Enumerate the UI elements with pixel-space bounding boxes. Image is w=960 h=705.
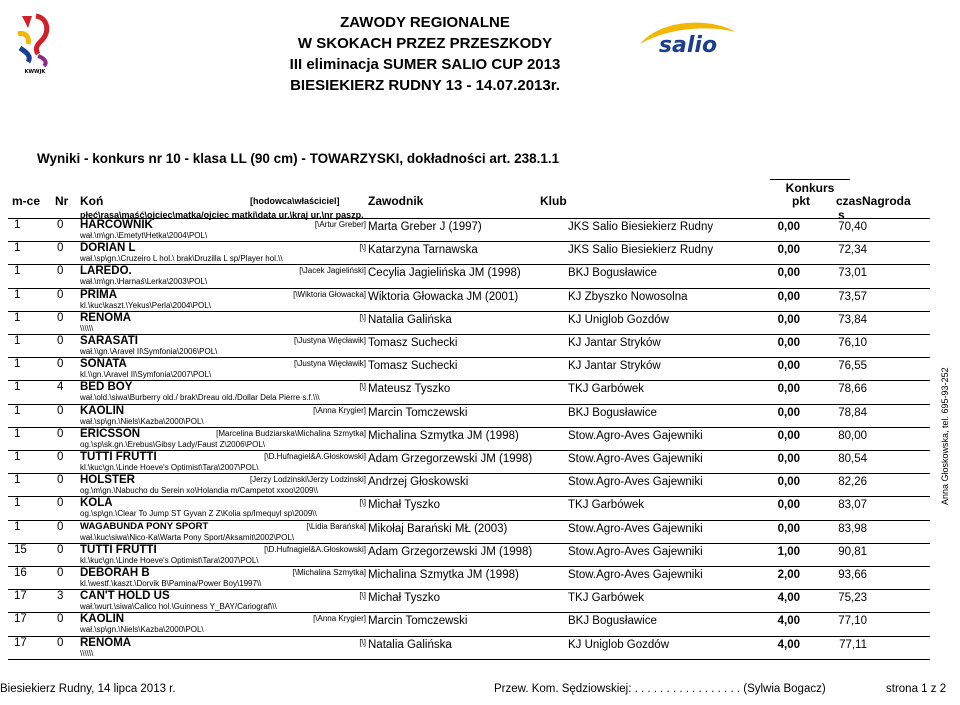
rider-name: Michał Tyszko bbox=[368, 499, 441, 512]
horse-details: wał.\old.\siwa\Burberry old./ brak\Dreau old./Dollar Dela Pierre s.f.\\\ bbox=[80, 393, 320, 403]
owner-name: [\Anna Krygier] bbox=[313, 614, 366, 624]
owner-name: [\] bbox=[359, 312, 366, 322]
points-cell: 0,00 bbox=[777, 244, 800, 257]
points-cell: 0,00 bbox=[777, 221, 800, 233]
owner-cell bbox=[200, 474, 366, 486]
points-cell: 0,00 bbox=[777, 429, 800, 442]
owner-name: [\Wiktoria Głowacka] bbox=[293, 289, 366, 299]
owner-name: [\Anna Krygier] bbox=[313, 405, 366, 415]
owner-cell bbox=[200, 451, 366, 463]
place-cell: 1 bbox=[14, 219, 21, 231]
club-name: Stow.Agro-Aves Gajewniki bbox=[568, 522, 703, 535]
rider-name: Michał Tyszko bbox=[368, 592, 441, 605]
horse-name: BED BOY bbox=[80, 381, 133, 394]
header-line-3: III eliminacja SUMER SALIO CUP 2013 bbox=[289, 56, 561, 73]
club-name: BKJ Bogusławice bbox=[568, 406, 657, 419]
rider-name: Tomasz Suchecki bbox=[368, 360, 458, 373]
club-name: KJ Zbyszko Nowosolna bbox=[568, 290, 688, 303]
rider-name: Michalina Szmytka JM (1998) bbox=[368, 429, 519, 442]
table-row bbox=[0, 312, 930, 336]
table-row bbox=[0, 265, 930, 289]
points-cell: 0,00 bbox=[777, 476, 800, 489]
table-row bbox=[0, 521, 930, 545]
club-name: JKS Salio Biesiekierz Rudny bbox=[568, 221, 714, 233]
points-cell: 0,00 bbox=[777, 267, 800, 280]
points-cell: 2,00 bbox=[777, 569, 800, 581]
owner-name: [Marcelina Budziarska\Michalina Szmytka] bbox=[216, 428, 366, 438]
footer-left: Biesiekierz Rudny, 14 lipca 2013 r. bbox=[0, 683, 176, 695]
owner-cell bbox=[200, 335, 366, 347]
rider-name: Natalia Galińska bbox=[368, 313, 452, 326]
table-row bbox=[0, 613, 930, 637]
owner-name: [\Michalina Szmytka] bbox=[292, 568, 366, 577]
owner-cell bbox=[200, 358, 366, 370]
owner-cell bbox=[200, 567, 366, 579]
place-cell: 17 bbox=[14, 636, 27, 649]
horse-name: TUTTI FRUTTI bbox=[80, 451, 157, 463]
place-cell: 1 bbox=[14, 311, 21, 324]
table-row bbox=[0, 405, 930, 429]
owner-name: [\Justyna Więcławik] bbox=[293, 336, 366, 345]
salio-logo bbox=[632, 14, 742, 58]
rider-name: Adam Grzegorzewski JM (1998) bbox=[368, 453, 533, 465]
club-name: Stow.Agro-Aves Gajewniki bbox=[568, 545, 703, 558]
horse-details: wał.\m\gn.\Emetyt\Hetka\2004\POL\ bbox=[80, 231, 208, 240]
horse-details: wał.\sp\gn.\Niels\Kazba\2000\POL\ bbox=[80, 416, 204, 426]
place-cell: 15 bbox=[14, 543, 27, 556]
time-cell: 75,23 bbox=[838, 592, 867, 605]
time-cell: 73,01 bbox=[838, 267, 867, 280]
club-name: KJ Uniglob Gozdów bbox=[568, 638, 669, 651]
horse-details: wał.\sp\gn.\Cruzeiro L hol.\ brak\Druzilla L sp/Player hol.\\ bbox=[80, 254, 283, 264]
horse-name: SONATA bbox=[80, 358, 127, 371]
time-cell: 83,98 bbox=[838, 522, 867, 535]
horse-name: HOLSTER bbox=[80, 474, 135, 487]
club-name: Stow.Agro-Aves Gajewniki bbox=[568, 453, 703, 465]
time-cell: 70,40 bbox=[838, 221, 867, 233]
competition-subtitle: Wyniki - konkurs nr 10 - klasa LL (90 cm) - TOWARZYSKI, dokładności art. 238.1.1 bbox=[37, 151, 560, 166]
col-rider: Zawodnik bbox=[368, 194, 424, 208]
nr-cell: 0 bbox=[57, 543, 64, 556]
table-row bbox=[0, 242, 930, 266]
owner-name: [\D.Hufnagiel&A.Głoskowski] bbox=[264, 544, 366, 554]
horse-name: WAGABUNDA PONY SPORT bbox=[80, 520, 209, 532]
table-row bbox=[0, 428, 930, 452]
time-cell: 73,84 bbox=[838, 313, 867, 326]
table-row bbox=[0, 544, 930, 568]
time-cell: 82,26 bbox=[838, 476, 867, 489]
table-row bbox=[0, 358, 930, 382]
points-cell: 4,00 bbox=[777, 638, 800, 651]
owner-cell bbox=[200, 590, 366, 602]
owner-name: [\D.Hufnagiel&A.Głoskowski] bbox=[264, 452, 366, 461]
header-line-2: W SKOKACH PRZEZ PRZESZKODY bbox=[297, 35, 553, 52]
time-cell: 90,81 bbox=[838, 545, 867, 558]
points-cell: 0,00 bbox=[777, 313, 800, 326]
owner-name: [Jerzy Lodzinski\Jerzy Lodzinski] bbox=[249, 475, 366, 485]
owner-cell bbox=[200, 289, 366, 301]
points-cell: 4,00 bbox=[777, 592, 800, 605]
table-row bbox=[0, 567, 930, 591]
owner-name: [\Artur Greber] bbox=[314, 220, 366, 229]
nr-cell: 0 bbox=[57, 311, 64, 324]
owner-name: [\Lidia Barańska] bbox=[306, 521, 366, 531]
points-cell: 4,00 bbox=[777, 615, 800, 628]
horse-details: kl.\kuc\gn.\Linde Hoeve's Optimist\Tara\2007\POL\ bbox=[80, 555, 259, 565]
nr-cell: 0 bbox=[57, 613, 64, 626]
points-cell: 0,00 bbox=[777, 337, 800, 349]
horse-name: PRIMA bbox=[80, 288, 118, 301]
place-cell: 1 bbox=[14, 497, 21, 510]
rider-name: Marcin Tomczewski bbox=[368, 406, 468, 419]
nr-cell: 3 bbox=[57, 590, 64, 603]
club-name: TKJ Garbówek bbox=[568, 499, 645, 512]
rider-name: Adam Grzegorzewski JM (1998) bbox=[368, 545, 533, 558]
horse-name: ERICSSON bbox=[80, 427, 141, 440]
horse-details: kl.\kuc\gn.\Linde Hoeve's Optimist\Tara\2007\POL\ bbox=[80, 463, 259, 472]
nr-cell: 0 bbox=[57, 288, 64, 301]
nr-cell: 0 bbox=[57, 636, 64, 649]
horse-name: KOLA bbox=[80, 497, 113, 510]
table-row bbox=[0, 381, 930, 405]
table-row bbox=[0, 335, 930, 359]
horse-details: wał.\kuc\siwa\Nico-Ka\Warta Pony Sport/Aksamit\2002\POL\ bbox=[80, 532, 295, 542]
table-row bbox=[0, 497, 930, 521]
row-divider bbox=[8, 659, 930, 660]
nr-cell: 0 bbox=[57, 567, 64, 579]
owner-cell bbox=[200, 637, 366, 649]
nr-cell: 0 bbox=[57, 451, 64, 463]
time-cell: 78,84 bbox=[838, 406, 867, 419]
table-row bbox=[0, 289, 930, 313]
club-name: KJ Jantar Stryków bbox=[568, 360, 661, 373]
table-row bbox=[0, 219, 930, 243]
horse-details: wał.\sp\gn.\Niels\Kazba\2000\POL\ bbox=[80, 625, 204, 635]
rider-name: Mateusz Tyszko bbox=[368, 383, 451, 396]
nr-cell: 0 bbox=[57, 242, 64, 255]
time-cell: 77,10 bbox=[838, 615, 867, 628]
konkurs-rule bbox=[770, 179, 850, 180]
club-name: TKJ Garbówek bbox=[568, 592, 645, 605]
horse-name: CAN'T HOLD US bbox=[80, 590, 170, 603]
place-cell: 1 bbox=[14, 427, 21, 440]
col-club: Klub bbox=[540, 194, 567, 208]
salio-logo-text: salio bbox=[658, 33, 718, 58]
rider-name: Natalia Galińska bbox=[368, 638, 452, 651]
horse-details: \\\\\\ bbox=[80, 648, 94, 658]
side-contact-text: Anna Głoskowska, tel. 695-93-252 bbox=[940, 367, 950, 505]
points-cell: 0,00 bbox=[777, 406, 800, 419]
club-name: BKJ Bogusławice bbox=[568, 267, 657, 280]
horse-name: HARCOWNIK bbox=[80, 219, 153, 231]
nr-cell: 0 bbox=[57, 427, 64, 440]
owner-cell bbox=[200, 242, 366, 254]
place-cell: 16 bbox=[14, 567, 27, 579]
time-cell: 78,66 bbox=[838, 383, 867, 396]
nr-cell: 0 bbox=[57, 219, 64, 231]
owner-name: [\Jacek Jagieliński] bbox=[299, 266, 366, 276]
header-line-1: ZAWODY REGIONALNE bbox=[340, 14, 510, 31]
time-cell: 93,66 bbox=[838, 569, 867, 581]
points-cell: 1,00 bbox=[777, 545, 800, 558]
nr-cell: 4 bbox=[57, 381, 64, 394]
horse-details: wał.\\gn.\Aravel II\Symfonia\2006\POL\ bbox=[80, 347, 218, 356]
time-cell: 80,54 bbox=[838, 453, 867, 465]
owner-name: [\] bbox=[359, 243, 366, 253]
place-cell: 1 bbox=[14, 474, 21, 487]
club-name: Stow.Agro-Aves Gajewniki bbox=[568, 429, 703, 442]
rider-name: Wiktoria Głowacka JM (2001) bbox=[368, 290, 519, 303]
place-cell: 17 bbox=[14, 613, 27, 626]
col-konkurs: Konkurs bbox=[785, 181, 835, 195]
place-cell: 1 bbox=[14, 335, 21, 347]
horse-details: wał.\m\gn.\Harnaś\Lerka\2003\POL\ bbox=[80, 277, 208, 287]
club-name: Stow.Agro-Aves Gajewniki bbox=[568, 569, 703, 581]
owner-name: [\] bbox=[359, 498, 366, 508]
owner-name: [\Justyna Więcławik] bbox=[293, 359, 366, 369]
rider-name: Marta Greber J (1997) bbox=[368, 221, 482, 233]
col-nr: Nr bbox=[55, 194, 69, 208]
rider-name: Tomasz Suchecki bbox=[368, 337, 458, 349]
horse-details: \\\\\\ bbox=[80, 323, 94, 333]
place-cell: 1 bbox=[14, 520, 21, 533]
owner-cell bbox=[200, 405, 366, 417]
horse-name: DORIAN L bbox=[80, 242, 136, 255]
horse-name: DEBORAH B bbox=[80, 567, 150, 579]
club-name: KJ Uniglob Gozdów bbox=[568, 313, 669, 326]
nr-cell: 0 bbox=[57, 497, 64, 510]
points-cell: 0,00 bbox=[777, 453, 800, 465]
nr-cell: 0 bbox=[57, 520, 64, 533]
club-name: KJ Jantar Stryków bbox=[568, 337, 661, 349]
horse-details: og.\sp\gn.\Clear To Jump ST Gyvan Z Z\Kolia sp/Imequyl sp\2009\\ bbox=[80, 509, 317, 519]
nr-cell: 0 bbox=[57, 404, 64, 417]
footer-signature: Przew. Kom. Sędziowskiej: . . . . . . . . . . . . . . . . . (Sylwia Bogacz) bbox=[494, 683, 826, 695]
time-cell: 80,00 bbox=[838, 429, 867, 442]
horse-details: wał.\wurt.\siwa\Calico hol.\Guinness Y_BAY/Cariograf\\\ bbox=[80, 602, 277, 612]
owner-cell bbox=[200, 219, 366, 231]
horse-details: kl.\\gn.\Aravel II\Symfonia\2007\POL\ bbox=[80, 370, 212, 380]
col-mce: m-ce bbox=[12, 194, 41, 208]
col-s: s bbox=[838, 208, 845, 222]
logo-left-text: KWWJK bbox=[24, 69, 46, 74]
nr-cell: 0 bbox=[57, 335, 64, 347]
nr-cell: 0 bbox=[57, 474, 64, 487]
place-cell: 1 bbox=[14, 381, 21, 394]
col-nagroda: Nagroda bbox=[862, 194, 911, 208]
table-row bbox=[0, 590, 930, 614]
col-kon: Koń bbox=[80, 194, 104, 208]
owner-cell bbox=[200, 428, 366, 440]
table-row bbox=[0, 451, 930, 475]
horse-name: KAOLIN bbox=[80, 404, 125, 417]
owner-name: [\] bbox=[359, 382, 366, 392]
owner-cell bbox=[200, 497, 366, 509]
owner-cell bbox=[200, 312, 366, 324]
place-cell: 1 bbox=[14, 404, 21, 417]
nr-cell: 0 bbox=[57, 358, 64, 371]
owner-name: [\] bbox=[359, 637, 366, 647]
rider-name: Michalina Szmytka JM (1998) bbox=[368, 569, 519, 581]
owner-cell bbox=[200, 613, 366, 625]
club-name: Stow.Agro-Aves Gajewniki bbox=[568, 476, 703, 489]
time-cell: 76,55 bbox=[838, 360, 867, 373]
club-name: BKJ Bogusławice bbox=[568, 615, 657, 628]
place-cell: 1 bbox=[14, 265, 21, 278]
time-cell: 77,11 bbox=[839, 638, 867, 651]
nr-cell: 0 bbox=[57, 265, 64, 278]
owner-cell bbox=[200, 265, 366, 277]
col-czas: czas bbox=[836, 194, 863, 208]
rider-name: Cecylia Jagielińska JM (1998) bbox=[368, 267, 521, 280]
time-cell: 83,07 bbox=[838, 499, 867, 512]
federation-logo bbox=[14, 12, 56, 74]
rider-name: Andrzej Głoskowski bbox=[368, 476, 469, 489]
col-horse-subheader: płeć\rasa\maść\ojciec\matka/ojciec matki\data ur.\kraj ur.\nr paszp. bbox=[80, 210, 364, 220]
horse-name: SARASATI bbox=[80, 335, 138, 347]
horse-details: og.\m\gn.\Nabucho du Serein xo\Holandia m/Campetot xxoo\2009\\ bbox=[80, 486, 318, 496]
time-cell: 73,57 bbox=[838, 290, 867, 303]
rider-name: Mikołaj Barański MŁ (2003) bbox=[368, 522, 508, 535]
horse-details: kl.\kuc\kaszt.\Yekus\Perla\2004\POL\ bbox=[80, 300, 211, 310]
points-cell: 0,00 bbox=[777, 522, 800, 535]
owner-name: [\] bbox=[359, 591, 366, 601]
place-cell: 1 bbox=[14, 358, 21, 371]
table-row bbox=[0, 474, 930, 498]
footer-page-number: strona 1 z 2 bbox=[886, 683, 947, 695]
points-cell: 0,00 bbox=[777, 360, 800, 373]
horse-details: kl.\westf.\kaszt.\Dorvik B\Pamina/Power Boy\1997\\ bbox=[80, 579, 262, 588]
place-cell: 1 bbox=[14, 451, 21, 463]
col-pkt: pkt bbox=[792, 194, 810, 208]
place-cell: 1 bbox=[14, 288, 21, 301]
club-name: JKS Salio Biesiekierz Rudny bbox=[568, 244, 714, 257]
col-owner: [hodowca\właściciel] bbox=[250, 196, 340, 206]
time-cell: 76,10 bbox=[838, 337, 867, 349]
horse-name: TUTTI FRUTTI bbox=[80, 543, 157, 556]
owner-cell bbox=[200, 544, 366, 556]
table-row bbox=[0, 637, 930, 661]
points-cell: 0,00 bbox=[777, 290, 800, 303]
event-header bbox=[200, 12, 650, 96]
points-cell: 0,00 bbox=[777, 499, 800, 512]
rider-name: Marcin Tomczewski bbox=[368, 615, 468, 628]
club-name: TKJ Garbówek bbox=[568, 383, 645, 396]
horse-name: RENOMA bbox=[80, 636, 132, 649]
horse-name: KAOLIN bbox=[80, 613, 125, 626]
place-cell: 17 bbox=[14, 590, 27, 603]
horse-name: RENOMA bbox=[80, 311, 132, 324]
time-cell: 72,34 bbox=[838, 244, 867, 257]
owner-cell bbox=[200, 521, 366, 533]
place-cell: 1 bbox=[14, 242, 21, 255]
owner-cell bbox=[200, 381, 366, 393]
horse-details: og.\sp\sk.gn.\Erebus\Gibsy Lady/Faust Z\2006\POL\ bbox=[80, 439, 265, 449]
rider-name: Katarzyna Tarnawska bbox=[368, 244, 478, 257]
points-cell: 0,00 bbox=[777, 383, 800, 396]
horse-name: LAREDO. bbox=[80, 265, 132, 278]
header-line-4: BIESIEKIERZ RUDNY 13 - 14.07.2013r. bbox=[290, 77, 560, 94]
